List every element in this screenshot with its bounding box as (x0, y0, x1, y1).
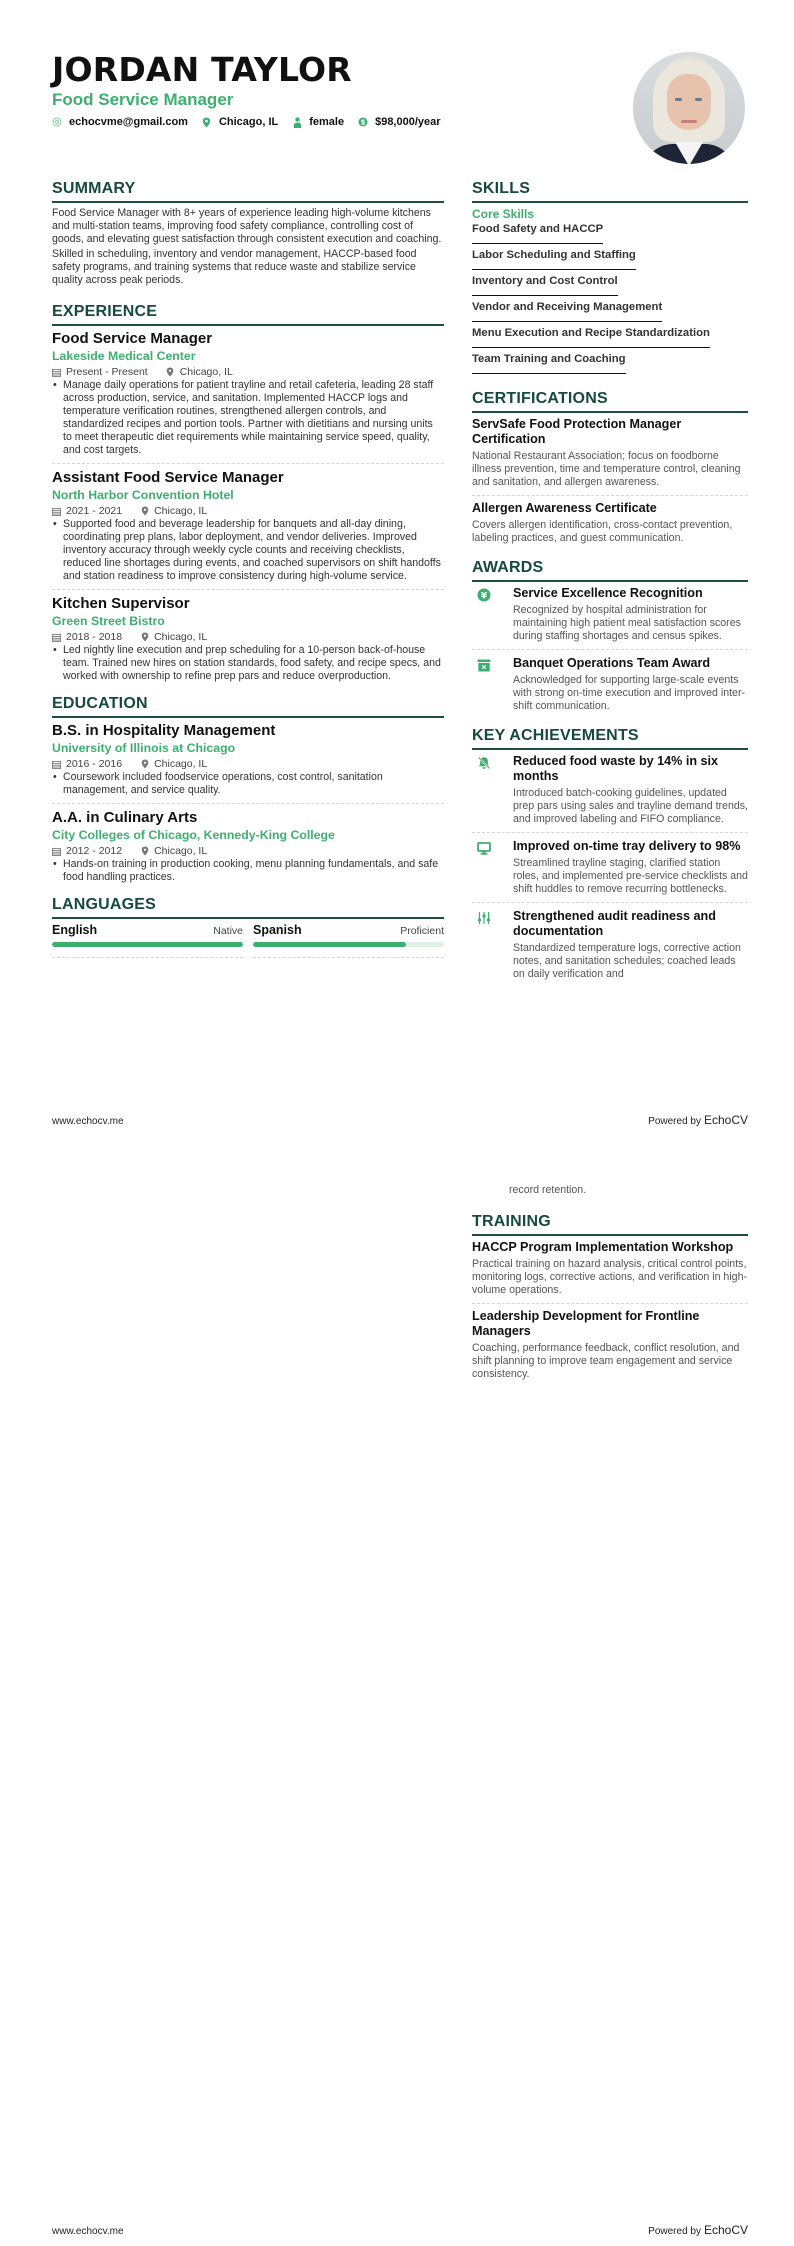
calendar-icon (52, 507, 61, 516)
summary-paragraph: Food Service Manager with 8+ years of experience leading high-volume kitchens and multi-station teams, improving food safety compliance, controlling cost of goods, and elevating guest satisfaction through consistent execution and coaching. (52, 207, 442, 245)
page-footer (52, 2223, 748, 2237)
language-proficiency-bar (253, 942, 444, 947)
achievements-section (472, 727, 748, 987)
contact-gender-text: female (309, 116, 345, 128)
education-heading: EDUCATION (52, 695, 444, 718)
experience-section (52, 303, 444, 689)
contact-email[interactable] (52, 116, 188, 128)
training-name: Leadership Development for Frontline Managers (472, 1309, 700, 1338)
job-bullet: • Led nightly line execution and prep scheduling for a 10-person back-of-house team. Trained new hires on station standards, food safety, and recipe specs, and worked with ownership to refine prep pars and reduce overproduction. (52, 644, 444, 683)
archive-box-icon (477, 658, 491, 672)
job-location: Chicago, IL (154, 505, 208, 517)
location-pin-icon (166, 368, 175, 377)
contact-salary-text: $98,000/year (375, 116, 441, 128)
education-bullet: • Hands-on training in production cooking, menu planning fundamentals, and safe food handling practices. (52, 858, 444, 884)
job-meta (52, 631, 444, 643)
awards-heading: AWARDS (472, 559, 748, 582)
language-level: Native (213, 925, 243, 937)
contact-email-text: echocvme@gmail.com (69, 116, 188, 128)
language-proficiency-bar (52, 942, 243, 947)
languages-section (52, 896, 444, 958)
skill-item: Menu Execution and Recipe Standardization (472, 326, 710, 348)
education-entry (52, 722, 444, 804)
language-list (52, 923, 444, 958)
school-name: University of Illinois at Chicago (52, 741, 236, 755)
language-item (52, 923, 243, 958)
degree-title: B.S. in Hospitality Management (52, 722, 276, 739)
achievement-name: Reduced food waste by 14% in six months (513, 754, 719, 783)
language-name: English (52, 923, 98, 937)
location-pin-icon (140, 760, 149, 769)
calendar-icon (52, 368, 61, 377)
job-dates: 2018 - 2018 (66, 631, 123, 643)
certification-item (472, 417, 748, 496)
certification-name: ServSafe Food Protection Manager Certification (472, 417, 682, 446)
education-meta (52, 758, 444, 770)
training-heading: TRAINING (472, 1213, 748, 1236)
contact-location (202, 116, 278, 128)
award-name: Banquet Operations Team Award (513, 656, 711, 670)
summary-paragraph: Skilled in scheduling, inventory and vendor management, HACCP-based food safety programs, and training systems that reduce waste and stabilize service quality across peak periods. (52, 248, 417, 286)
skill-item: Labor Scheduling and Staffing (472, 248, 636, 270)
job-title: Food Service Manager (52, 330, 213, 347)
award-description: Acknowledged for supporting large-scale events with strong on-time execution and improved inter-shift communication. (513, 674, 745, 712)
education-section (52, 695, 444, 890)
left-column (52, 180, 444, 958)
skills-list (472, 221, 748, 374)
location-pin-icon (140, 847, 149, 856)
achievement-description: Standardized temperature logs, corrective action notes, and sanitation schedules; coached leads on daily verification and (513, 942, 741, 980)
location-pin-icon (202, 117, 212, 127)
right-column (472, 180, 748, 993)
contact-salary (358, 116, 440, 128)
school-name: City Colleges of Chicago, Kennedy-King College (52, 828, 335, 842)
skill-item: Team Training and Coaching (472, 352, 626, 374)
experience-entry (52, 469, 444, 590)
achievement-description: Introduced batch-cooking guidelines, updated prep pars using sales and trayline demand trends, and improved labeling and FIFO compliance. (513, 787, 748, 825)
certification-description: Covers allergen identification, cross-contact prevention, labeling practices, and guest communication. (472, 519, 733, 544)
education-meta (52, 845, 444, 857)
job-dates: 2021 - 2021 (66, 505, 123, 517)
footer-powered-by: Powered by (648, 2226, 701, 2237)
education-dates: 2016 - 2016 (66, 758, 123, 770)
company-name: Green Street Bistro (52, 614, 165, 628)
right-column-continued (472, 1184, 748, 1392)
skills-subheading: Core Skills (472, 207, 535, 221)
achievement-name: Strengthened audit readiness and documentation (513, 909, 716, 938)
contact-gender (292, 116, 344, 128)
footer-powered-by: Powered by (648, 1116, 701, 1127)
certification-item (472, 501, 748, 551)
company-name: Lakeside Medical Center (52, 349, 196, 363)
training-name: HACCP Program Implementation Workshop (472, 1240, 734, 1254)
company-name: North Harbor Convention Hotel (52, 488, 234, 502)
resume-header (52, 52, 612, 128)
svg-text:¥: ¥ (480, 591, 488, 602)
contact-list (52, 116, 612, 128)
language-level: Proficient (400, 925, 444, 937)
calendar-icon (52, 633, 61, 642)
sliders-icon (477, 911, 491, 925)
skill-item: Food Safety and HACCP (472, 222, 603, 244)
calendar-icon (52, 847, 61, 856)
experience-heading: EXPERIENCE (52, 303, 444, 326)
job-location: Chicago, IL (179, 366, 233, 378)
education-location: Chicago, IL (154, 758, 208, 770)
job-meta (52, 366, 444, 378)
training-section (472, 1213, 748, 1387)
achievement-item (472, 909, 748, 987)
achievement-description-continued: record retention. (509, 1184, 587, 1196)
footer-website-link[interactable]: www.echocv.me (52, 1116, 124, 1127)
award-item (472, 586, 748, 650)
achievement-description: Streamlined trayline staging, clarified station roles, and implemented pre-service checklists and shift huddles to remove recurring bottlenecks. (513, 857, 748, 895)
achievements-heading: KEY ACHIEVEMENTS (472, 727, 748, 750)
candidate-name: JORDAN TAYLOR (52, 50, 352, 89)
languages-heading: LANGUAGES (52, 896, 444, 919)
monitor-icon (477, 841, 491, 855)
job-meta (52, 505, 444, 517)
job-dates: Present - Present (66, 366, 148, 378)
footer-brand: EchoCV (703, 1113, 748, 1127)
certification-description: National Restaurant Association; focus on foodborne illness prevention, time and temperature control, cleaning and sanitation, and allergen awareness. (472, 450, 741, 488)
degree-title: A.A. in Culinary Arts (52, 809, 198, 826)
education-bullet: • Coursework included foodservice operations, cost control, sanitation management, and service quality. (52, 771, 444, 797)
experience-entry (52, 330, 444, 464)
achievement-name: Improved on-time tray delivery to 98% (513, 839, 741, 853)
training-item (472, 1240, 748, 1304)
profile-photo (633, 52, 745, 164)
job-title: Kitchen Supervisor (52, 595, 190, 612)
skill-item: Inventory and Cost Control (472, 274, 618, 296)
person-icon (292, 117, 302, 127)
awards-section (472, 559, 748, 719)
education-entry (52, 809, 444, 890)
summary-section (52, 180, 444, 287)
certifications-heading: CERTIFICATIONS (472, 390, 748, 413)
resume-page-2 (0, 1123, 794, 2246)
location-pin-icon (140, 633, 149, 642)
certification-name: Allergen Awareness Certificate (472, 501, 657, 515)
training-description: Coaching, performance feedback, conflict resolution, and shift planning to improve team engagement and service consistency. (472, 1342, 740, 1380)
job-title: Assistant Food Service Manager (52, 469, 284, 486)
training-description: Practical training on hazard analysis, critical control points, monitoring logs, corrective actions, and verification in high-volume operations. (472, 1258, 747, 1296)
education-dates: 2012 - 2012 (66, 845, 123, 857)
candidate-title: Food Service Manager (52, 90, 234, 109)
job-location: Chicago, IL (154, 631, 208, 643)
certifications-section (472, 390, 748, 551)
contact-location-text: Chicago, IL (218, 116, 279, 128)
skill-item: Vendor and Receiving Management (472, 300, 662, 322)
experience-entry (52, 595, 444, 689)
achievement-item (472, 839, 748, 903)
language-item (253, 923, 444, 958)
education-location: Chicago, IL (154, 845, 208, 857)
at-icon (52, 117, 62, 127)
yen-coin-icon (477, 588, 491, 602)
dollar-icon (358, 117, 368, 127)
award-name: Service Excellence Recognition (513, 586, 703, 600)
award-description: Recognized by hospital administration for maintaining high patient meal satisfaction scores during staffing shortages and census spikes. (513, 604, 741, 642)
skills-heading: SKILLS (472, 180, 748, 203)
location-pin-icon (140, 507, 149, 516)
language-name: Spanish (253, 923, 302, 937)
svg-text:$: $ (360, 118, 366, 127)
skills-section (472, 180, 748, 374)
summary-heading: SUMMARY (52, 180, 444, 203)
footer-website-link[interactable]: www.echocv.me (52, 2226, 124, 2237)
training-item (472, 1309, 748, 1387)
calendar-icon (52, 760, 61, 769)
achievement-item (472, 754, 748, 833)
bell-slash-icon (477, 756, 491, 770)
job-bullet: • Supported food and beverage leadership for banquets and all-day dining, coordinating prep plans, labor deployment, and vendor deliveries. Improved inventory accuracy through weekly cycle counts and receiving checklists, reduced line shortages during events, and coached supervisors on shift handoffs and station readiness to improve consistency during high-volume service. (52, 518, 444, 583)
award-item (472, 656, 748, 719)
footer-brand: EchoCV (703, 2223, 748, 2237)
job-bullet: • Manage daily operations for patient trayline and retail cafeteria, leading 28 staff across production, service, and sanitation. Implemented HACCP logs and temperature verification routines, strengthened allergen controls, and standardized recipes and portion tools. Partner with dietitians and nursing units to meet therapeutic diet requirements while maintaining service speed, quality, and cost targets. (52, 379, 444, 457)
